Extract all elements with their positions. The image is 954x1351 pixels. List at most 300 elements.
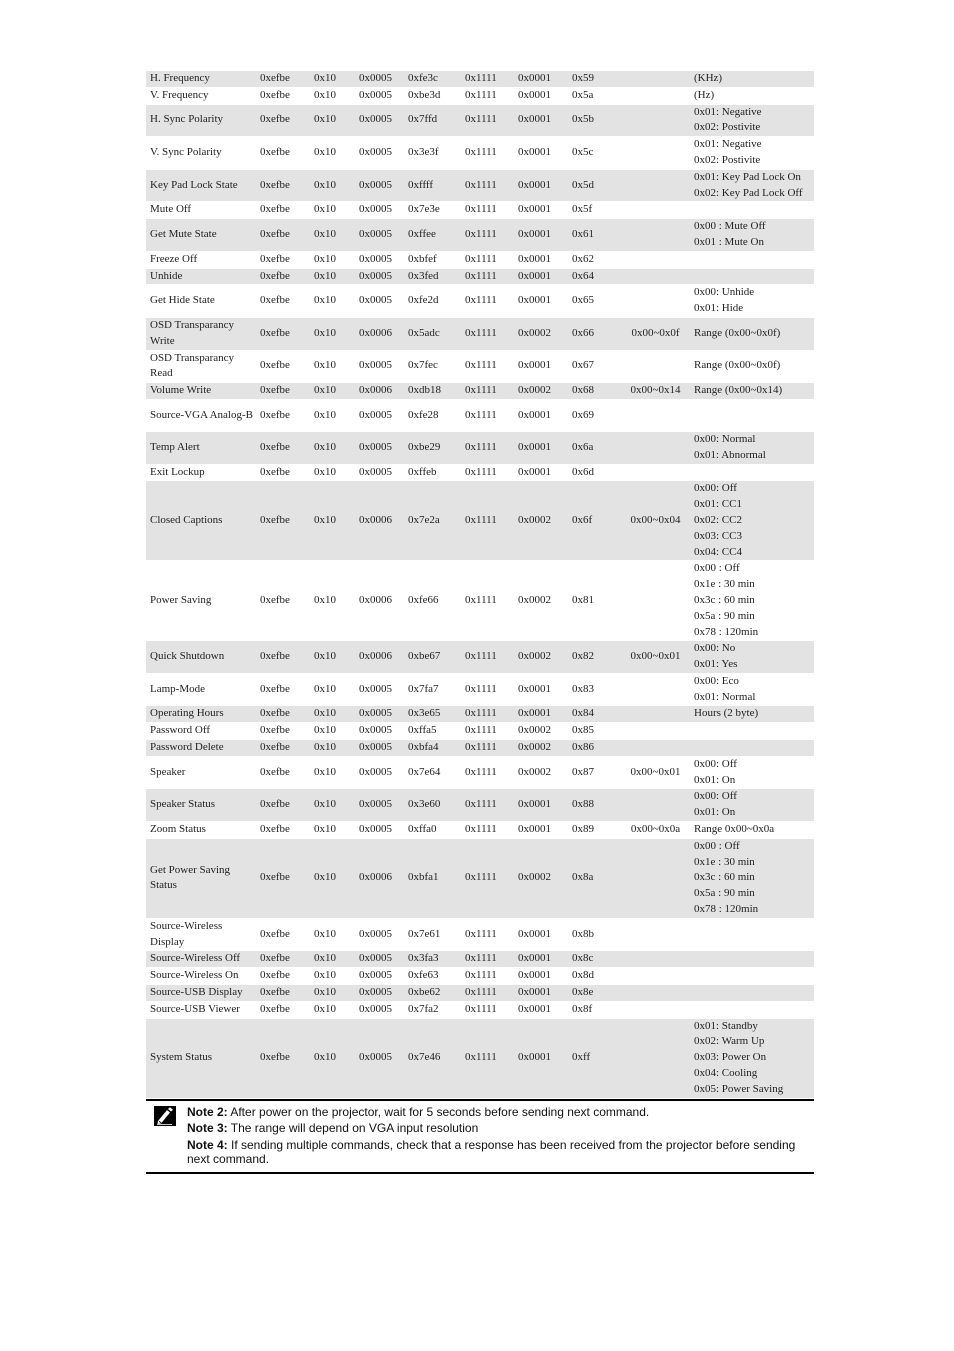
cell-c6: 0x0002 (514, 561, 568, 641)
cell-c4: 0xffa5 (404, 723, 461, 740)
cell-c8 (621, 561, 690, 641)
cell-c2: 0x10 (310, 399, 355, 431)
cell-c2: 0x10 (310, 317, 355, 350)
cell-description (690, 137, 814, 170)
description-line: 0x01: On (694, 806, 736, 819)
cell-c5: 0x1111 (461, 740, 514, 757)
cell-c8 (621, 219, 690, 252)
cell-c2: 0x10 (310, 918, 355, 951)
cell-name: Quick Shutdown (146, 641, 256, 674)
cell-description (690, 706, 814, 723)
cell-c5: 0x1111 (461, 756, 514, 789)
cell-c7: 0x84 (568, 706, 621, 723)
cell-name: V. Frequency (146, 87, 256, 104)
cell-c3: 0x0005 (355, 951, 404, 968)
cell-c8 (621, 202, 690, 219)
description-line: 0x01: Negative (694, 138, 762, 151)
description-line: (Hz) (694, 88, 715, 101)
cell-c2: 0x10 (310, 71, 355, 87)
table-row (146, 383, 814, 400)
cell-c3: 0x0005 (355, 202, 404, 219)
description-line: 0x00 : Mute Off (694, 220, 766, 233)
cell-c1: 0xefbe (256, 202, 310, 219)
cell-c5: 0x1111 (461, 202, 514, 219)
cell-c8 (621, 431, 690, 464)
cell-description (690, 723, 814, 740)
note-text: The range will depend on VGA input resolution (227, 1121, 479, 1136)
cell-c8: 0x00~0x04 (621, 481, 690, 561)
cell-name: Password Off (146, 723, 256, 740)
note-text: After power on the projector, wait for 5 seconds before sending next command. (227, 1104, 650, 1119)
description-line: Range 0x00~0x0a (694, 823, 775, 836)
cell-c4: 0x7e46 (404, 1018, 461, 1098)
description-line: Range (0x00~0x0f) (694, 359, 781, 372)
table-row (146, 723, 814, 740)
cell-c3: 0x0005 (355, 350, 404, 383)
cell-description (690, 317, 814, 350)
cell-c7: 0x65 (568, 285, 621, 318)
cell-c3: 0x0005 (355, 219, 404, 252)
description-line: 0x01: Key Pad Lock On (694, 170, 801, 183)
cell-c1: 0xefbe (256, 706, 310, 723)
cell-name: Get Hide State (146, 285, 256, 318)
cell-c5: 0x1111 (461, 104, 514, 137)
description-line: 0x5a : 90 min (694, 609, 755, 622)
table-row (146, 1018, 814, 1098)
cell-c3: 0x0005 (355, 251, 404, 268)
cell-c8 (621, 951, 690, 968)
cell-description (690, 838, 814, 918)
cell-name: Exit Lockup (146, 464, 256, 481)
cell-c4: 0xdb18 (404, 383, 461, 400)
cell-c4: 0x3e3f (404, 137, 461, 170)
cell-c8 (621, 723, 690, 740)
cell-c8 (621, 137, 690, 170)
description-line: 0x02: Key Pad Lock Off (694, 186, 803, 199)
cell-c4: 0x7e61 (404, 918, 461, 951)
cell-c5: 0x1111 (461, 641, 514, 674)
note-text: If sending multiple commands, check that a response has been received from the projector before sending next command. (187, 1137, 796, 1167)
cell-description (690, 740, 814, 757)
cell-c7: 0x6a (568, 431, 621, 464)
notes-box (146, 1101, 814, 1172)
description-line: 0x00: Eco (694, 674, 739, 687)
cell-name: Power Saving (146, 561, 256, 641)
table-row (146, 985, 814, 1002)
cell-c5: 0x1111 (461, 706, 514, 723)
cell-name: Source-Wireless Display (146, 918, 256, 951)
description-line: 0x00: No (694, 642, 736, 655)
table-row (146, 137, 814, 170)
cell-c3: 0x0005 (355, 87, 404, 104)
cell-c5: 0x1111 (461, 985, 514, 1002)
cell-c8 (621, 673, 690, 706)
description-line: Range (0x00~0x14) (694, 384, 783, 397)
table-row (146, 789, 814, 822)
cell-c6: 0x0001 (514, 1001, 568, 1018)
cell-name: Freeze Off (146, 251, 256, 268)
cell-c7: 0x85 (568, 723, 621, 740)
cell-c5: 0x1111 (461, 789, 514, 822)
cell-description (690, 641, 814, 674)
cell-c1: 0xefbe (256, 838, 310, 918)
table-row (146, 481, 814, 561)
cell-c3: 0x0005 (355, 789, 404, 822)
cell-name: H. Sync Polarity (146, 104, 256, 137)
cell-c4: 0xffff (404, 169, 461, 202)
description-line: 0x3c : 60 min (694, 593, 755, 606)
cell-c1: 0xefbe (256, 399, 310, 431)
description-line: 0x1e : 30 min (694, 578, 755, 591)
cell-c3: 0x0005 (355, 985, 404, 1002)
description-line: 0x03: Power On (694, 1051, 767, 1064)
cell-c6: 0x0001 (514, 822, 568, 839)
table-row (146, 968, 814, 985)
cell-c5: 0x1111 (461, 350, 514, 383)
cell-c3: 0x0005 (355, 740, 404, 757)
cell-c7: 0x8a (568, 838, 621, 918)
cell-name: Lamp-Mode (146, 673, 256, 706)
cell-c7: 0x5d (568, 169, 621, 202)
cell-c5: 0x1111 (461, 137, 514, 170)
cell-description (690, 104, 814, 137)
cell-c2: 0x10 (310, 740, 355, 757)
cell-c7: 0x8c (568, 951, 621, 968)
cell-name: Source-VGA Analog-B (146, 399, 256, 431)
description-line: 0x00 : Off (694, 839, 740, 852)
cell-c2: 0x10 (310, 169, 355, 202)
cell-c2: 0x10 (310, 838, 355, 918)
cell-description (690, 561, 814, 641)
cell-name: OSD Transparancy Write (146, 317, 256, 350)
note-label: Note 3: (187, 1121, 228, 1136)
cell-c6: 0x0002 (514, 383, 568, 400)
description-line: 0x02: Postivite (694, 121, 761, 134)
table-row (146, 202, 814, 219)
cell-c5: 0x1111 (461, 1018, 514, 1098)
cell-description (690, 951, 814, 968)
cell-c1: 0xefbe (256, 251, 310, 268)
cell-description (690, 383, 814, 400)
table-row (146, 219, 814, 252)
notes-list (187, 1105, 814, 1167)
cell-c7: 0x86 (568, 740, 621, 757)
cell-c1: 0xefbe (256, 169, 310, 202)
cell-c1: 0xefbe (256, 789, 310, 822)
cell-c6: 0x0001 (514, 104, 568, 137)
table-row (146, 838, 814, 918)
cell-c8 (621, 169, 690, 202)
command-table (146, 71, 814, 1099)
cell-c6: 0x0001 (514, 673, 568, 706)
cell-c1: 0xefbe (256, 985, 310, 1002)
cell-c2: 0x10 (310, 350, 355, 383)
cell-c3: 0x0006 (355, 317, 404, 350)
cell-c1: 0xefbe (256, 285, 310, 318)
cell-name: Zoom Status (146, 822, 256, 839)
description-line: Hours (2 byte) (694, 707, 759, 720)
cell-c2: 0x10 (310, 481, 355, 561)
table-row (146, 756, 814, 789)
cell-c6: 0x0001 (514, 789, 568, 822)
cell-c8 (621, 740, 690, 757)
cell-description (690, 1001, 814, 1018)
cell-c3: 0x0005 (355, 968, 404, 985)
cell-c6: 0x0001 (514, 706, 568, 723)
cell-c3: 0x0005 (355, 104, 404, 137)
cell-description (690, 268, 814, 285)
cell-description (690, 87, 814, 104)
cell-c2: 0x10 (310, 968, 355, 985)
cell-c3: 0x0005 (355, 756, 404, 789)
cell-c4: 0xbfef (404, 251, 461, 268)
cell-name: Get Power Saving Status (146, 838, 256, 918)
cell-c3: 0x0006 (355, 383, 404, 400)
cell-c2: 0x10 (310, 641, 355, 674)
cell-c5: 0x1111 (461, 918, 514, 951)
cell-c5: 0x1111 (461, 464, 514, 481)
cell-description (690, 673, 814, 706)
cell-c1: 0xefbe (256, 268, 310, 285)
cell-c3: 0x0005 (355, 399, 404, 431)
cell-c4: 0xfe63 (404, 968, 461, 985)
cell-c3: 0x0005 (355, 723, 404, 740)
cell-c8 (621, 71, 690, 87)
cell-c8 (621, 1018, 690, 1098)
table-row (146, 285, 814, 318)
table-row (146, 561, 814, 641)
cell-c4: 0x3e60 (404, 789, 461, 822)
cell-c2: 0x10 (310, 219, 355, 252)
table-row (146, 740, 814, 757)
cell-c8 (621, 104, 690, 137)
cell-c2: 0x10 (310, 137, 355, 170)
description-line: 0x05: Power Saving (694, 1082, 784, 1095)
cell-c4: 0x7e64 (404, 756, 461, 789)
cell-c1: 0xefbe (256, 561, 310, 641)
cell-name: Source-USB Display (146, 985, 256, 1002)
description-line: 0x5a : 90 min (694, 887, 755, 900)
cell-c5: 0x1111 (461, 268, 514, 285)
cell-description (690, 399, 814, 431)
cell-c4: 0x7fa2 (404, 1001, 461, 1018)
cell-c3: 0x0006 (355, 838, 404, 918)
cell-c4: 0x7fa7 (404, 673, 461, 706)
cell-c6: 0x0002 (514, 641, 568, 674)
cell-name: Source-Wireless On (146, 968, 256, 985)
cell-c8 (621, 268, 690, 285)
description-line: 0x78 : 120min (694, 903, 759, 916)
cell-c2: 0x10 (310, 951, 355, 968)
cell-c4: 0xbfa4 (404, 740, 461, 757)
cell-c7: 0x68 (568, 383, 621, 400)
cell-c2: 0x10 (310, 1001, 355, 1018)
table-row (146, 317, 814, 350)
cell-c3: 0x0006 (355, 641, 404, 674)
cell-c2: 0x10 (310, 789, 355, 822)
cell-c6: 0x0001 (514, 285, 568, 318)
cell-description (690, 822, 814, 839)
cell-c6: 0x0001 (514, 202, 568, 219)
cell-description (690, 350, 814, 383)
cell-name: OSD Transparancy Read (146, 350, 256, 383)
cell-c2: 0x10 (310, 723, 355, 740)
cell-c6: 0x0002 (514, 740, 568, 757)
cell-c3: 0x0006 (355, 481, 404, 561)
cell-c5: 0x1111 (461, 1001, 514, 1018)
cell-c3: 0x0005 (355, 169, 404, 202)
cell-c8 (621, 838, 690, 918)
note-item (187, 1138, 814, 1167)
cell-c5: 0x1111 (461, 87, 514, 104)
cell-c6: 0x0001 (514, 251, 568, 268)
description-line: 0x01 : Mute On (694, 235, 764, 248)
cell-c7: 0x67 (568, 350, 621, 383)
cell-c6: 0x0001 (514, 350, 568, 383)
table-row (146, 918, 814, 951)
cell-c5: 0x1111 (461, 431, 514, 464)
cell-c3: 0x0005 (355, 268, 404, 285)
cell-c4: 0x7ffd (404, 104, 461, 137)
cell-c8 (621, 918, 690, 951)
cell-c5: 0x1111 (461, 673, 514, 706)
description-line: 0x01: Standby (694, 1019, 758, 1032)
cell-c3: 0x0005 (355, 1001, 404, 1018)
cell-c5: 0x1111 (461, 251, 514, 268)
cell-c6: 0x0001 (514, 951, 568, 968)
table-row (146, 431, 814, 464)
cell-c8: 0x00~0x0a (621, 822, 690, 839)
cell-c1: 0xefbe (256, 317, 310, 350)
cell-name: Password Delete (146, 740, 256, 757)
cell-c8: 0x00~0x01 (621, 756, 690, 789)
cell-c6: 0x0002 (514, 723, 568, 740)
cell-description (690, 918, 814, 951)
cell-c4: 0xffa0 (404, 822, 461, 839)
cell-c7: 0x5a (568, 87, 621, 104)
description-line: 0x04: CC4 (694, 545, 742, 558)
cell-c1: 0xefbe (256, 431, 310, 464)
cell-c6: 0x0001 (514, 431, 568, 464)
table-row (146, 71, 814, 87)
cell-c5: 0x1111 (461, 481, 514, 561)
description-line: 0x03: CC3 (694, 529, 742, 542)
cell-c2: 0x10 (310, 985, 355, 1002)
cell-name: Key Pad Lock State (146, 169, 256, 202)
cell-c6: 0x0001 (514, 169, 568, 202)
cell-c7: 0x82 (568, 641, 621, 674)
cell-c4: 0x7e2a (404, 481, 461, 561)
description-line: Range (0x00~0x0f) (694, 326, 781, 339)
description-line: 0x02: Postivite (694, 153, 761, 166)
cell-c7: 0x5c (568, 137, 621, 170)
cell-c1: 0xefbe (256, 350, 310, 383)
cell-c3: 0x0005 (355, 464, 404, 481)
cell-c7: 0x5f (568, 202, 621, 219)
cell-c2: 0x10 (310, 202, 355, 219)
cell-c2: 0x10 (310, 561, 355, 641)
cell-c5: 0x1111 (461, 219, 514, 252)
cell-c7: 0x89 (568, 822, 621, 839)
cell-description (690, 481, 814, 561)
cell-c1: 0xefbe (256, 1018, 310, 1098)
cell-c5: 0x1111 (461, 169, 514, 202)
cell-c3: 0x0005 (355, 706, 404, 723)
cell-description (690, 968, 814, 985)
cell-c5: 0x1111 (461, 838, 514, 918)
description-line: 0x01: Yes (694, 658, 738, 671)
description-line: 0x00: Off (694, 790, 737, 803)
cell-c4: 0x3fa3 (404, 951, 461, 968)
cell-c3: 0x0005 (355, 1018, 404, 1098)
cell-c5: 0x1111 (461, 317, 514, 350)
cell-c7: 0x81 (568, 561, 621, 641)
cell-c8: 0x00~0x01 (621, 641, 690, 674)
note-item (187, 1105, 814, 1120)
cell-name: Speaker Status (146, 789, 256, 822)
description-line: 0x00: Unhide (694, 286, 755, 299)
table-row (146, 268, 814, 285)
cell-c4: 0x5adc (404, 317, 461, 350)
cell-c7: 0x62 (568, 251, 621, 268)
table-row (146, 251, 814, 268)
table-row (146, 1001, 814, 1018)
cell-c7: 0x6d (568, 464, 621, 481)
cell-c7: 0x8e (568, 985, 621, 1002)
cell-c5: 0x1111 (461, 383, 514, 400)
cell-c1: 0xefbe (256, 1001, 310, 1018)
cell-c7: 0x59 (568, 71, 621, 87)
description-line: 0x00: Off (694, 482, 737, 495)
cell-c6: 0x0001 (514, 985, 568, 1002)
cell-c5: 0x1111 (461, 822, 514, 839)
cell-description (690, 285, 814, 318)
cell-description (690, 71, 814, 87)
cell-c1: 0xefbe (256, 723, 310, 740)
cell-c1: 0xefbe (256, 219, 310, 252)
cell-description (690, 431, 814, 464)
description-line: 0x01: Hide (694, 302, 744, 315)
cell-c8 (621, 789, 690, 822)
description-line: 0x78 : 120min (694, 625, 759, 638)
table-row (146, 706, 814, 723)
notes-bottom-rule (146, 1172, 814, 1174)
cell-c7: 0x6f (568, 481, 621, 561)
cell-c1: 0xefbe (256, 481, 310, 561)
cell-c4: 0xffeb (404, 464, 461, 481)
cell-c1: 0xefbe (256, 918, 310, 951)
description-line: 0x01: On (694, 773, 736, 786)
cell-c7: 0x69 (568, 399, 621, 431)
cell-c2: 0x10 (310, 285, 355, 318)
description-line: 0x3c : 60 min (694, 871, 755, 884)
cell-c8 (621, 285, 690, 318)
cell-c7: 0x8f (568, 1001, 621, 1018)
cell-c7: 0x83 (568, 673, 621, 706)
table-row (146, 350, 814, 383)
cell-c1: 0xefbe (256, 464, 310, 481)
cell-description (690, 202, 814, 219)
cell-c6: 0x0001 (514, 268, 568, 285)
table-row (146, 399, 814, 431)
table-row (146, 822, 814, 839)
cell-c6: 0x0001 (514, 918, 568, 951)
cell-c2: 0x10 (310, 706, 355, 723)
cell-c8: 0x00~0x14 (621, 383, 690, 400)
cell-name: Speaker (146, 756, 256, 789)
cell-c4: 0xbe62 (404, 985, 461, 1002)
cell-c6: 0x0001 (514, 399, 568, 431)
